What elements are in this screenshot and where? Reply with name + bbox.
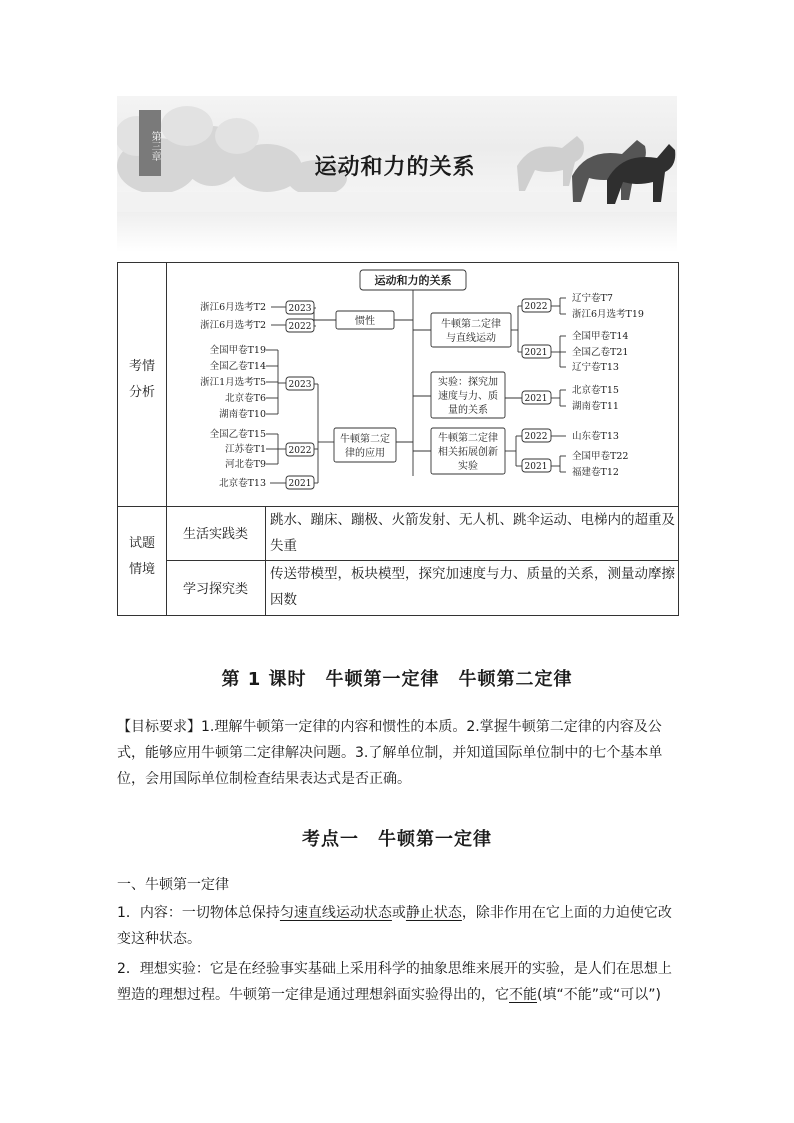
row-label-scenario: 试题 情境 <box>128 536 155 577</box>
exam-item: 北京卷T13 <box>219 478 266 489</box>
answer-underline: 静止状态 <box>405 905 462 921</box>
chapter-title: 运动和力的关系 <box>314 155 476 180</box>
exam-item: 辽宁卷T7 <box>572 293 613 304</box>
exam-item: 浙江1月选考T5 <box>200 377 266 388</box>
exam-item: 湖南卷T10 <box>219 409 266 420</box>
exam-item: 全国乙卷T21 <box>572 347 629 358</box>
mindmap-node-experiment-2: 速度与力、质 <box>438 391 498 402</box>
banner-fade <box>117 212 677 252</box>
mindmap-node-innovation-1: 牛顿第二定律 <box>438 433 498 444</box>
mindmap-node-application-2: 律的应用 <box>345 448 385 459</box>
exam-item: 全国甲卷T14 <box>572 331 629 342</box>
exam-item: 浙江6月选考T2 <box>200 302 266 313</box>
year-tag: 2022 <box>288 322 312 332</box>
mindmap-node-application-1: 牛顿第二定 <box>340 434 390 445</box>
answer-underline: 不能 <box>509 987 537 1003</box>
exam-item: 全国甲卷T22 <box>572 451 629 462</box>
exam-item: 江苏卷T1 <box>225 444 266 455</box>
scenario-category-study: 学习探究类 <box>182 582 248 597</box>
mindmap-node-inertia: 惯性 <box>355 316 375 327</box>
knowledge-mindmap <box>166 266 676 504</box>
learning-goals <box>117 714 679 792</box>
mindmap-node-experiment-1: 实验：探究加 <box>438 377 498 388</box>
year-tag: 2022 <box>288 446 312 456</box>
year-tag: 2021 <box>524 348 548 358</box>
chapter-number-tab: 第三章 <box>139 110 161 176</box>
exam-item: 福建卷T12 <box>572 467 619 478</box>
exam-item: 湖南卷T11 <box>572 401 619 412</box>
year-tag: 2023 <box>288 304 312 314</box>
exam-item: 全国乙卷T14 <box>209 361 266 372</box>
section-title: 考点一 牛顿第一定律 <box>302 829 492 850</box>
exam-item: 北京卷T15 <box>572 385 619 396</box>
goal-tag: 【目标要求】 <box>117 719 201 735</box>
scenario-category-life: 生活实践类 <box>182 527 248 542</box>
year-tag: 2022 <box>524 302 548 312</box>
mindmap-node-law2-1: 牛顿第二定律 <box>441 319 501 330</box>
mindmap-node-innovation-3: 实验 <box>458 461 478 472</box>
exam-item: 河北卷T9 <box>225 459 266 470</box>
mindmap-node-innovation-2: 相关拓展创新 <box>438 447 498 458</box>
year-tag: 2022 <box>524 432 548 442</box>
item-2-ideal-experiment: 2．理想实验：它是在经验事实基础上采用科学的抽象思维来展开的实验，是人们在思想上塑造的理想过程。牛顿第一定律是通过理想斜面实验得出的，它不能(填“不能”或“可以”) <box>117 961 672 1003</box>
year-tag: 2023 <box>288 380 312 390</box>
exam-item: 全国甲卷T19 <box>209 345 266 356</box>
exam-item: 辽宁卷T13 <box>572 362 619 373</box>
lesson-title: 第 1 课时 牛顿第一定律 牛顿第二定律 <box>221 669 573 690</box>
year-tag: 2021 <box>524 394 548 404</box>
scenario-content-study: 传送带模型，板块模型，探究加速度与力、质量的关系，测量动摩擦因数 <box>270 566 675 608</box>
scenario-content-life: 跳水、蹦床、蹦极、火箭发射、无人机、跳伞运动、电梯内的超重及失重 <box>270 512 675 554</box>
mindmap-root: 运动和力的关系 <box>374 274 452 287</box>
exam-item: 北京卷T6 <box>225 393 266 404</box>
goal-text: 1.理解牛顿第一定律的内容和惯性的本质。2.掌握牛顿第二定律的内容及公式，能够应用牛顿第二定律解决问题。3.了解单位制，并知道国际单位制中的七个基本单位，会用国际单位制检查结果表达式是否正确。 <box>117 719 663 787</box>
exam-item: 山东卷T13 <box>572 431 619 442</box>
year-tag: 2021 <box>524 462 548 472</box>
exam-item: 浙江6月选考T2 <box>200 320 266 331</box>
year-tag: 2021 <box>288 479 312 489</box>
mindmap-node-experiment-3: 量的关系 <box>448 405 488 416</box>
row-label-analysis: 考情 分析 <box>128 359 155 400</box>
section-heading: 一、牛顿第一定律 <box>117 877 229 893</box>
exam-item: 浙江6月选考T19 <box>572 309 644 320</box>
answer-underline: 匀速直线运动状态 <box>279 905 392 921</box>
item-1-content: 1．内容：一切物体总保持匀速直线运动状态或静止状态，除非作用在它上面的力迫使它改变这种状态。 <box>117 905 672 947</box>
exam-item: 全国乙卷T15 <box>209 429 266 440</box>
mindmap-node-law2-2: 与直线运动 <box>446 333 496 344</box>
